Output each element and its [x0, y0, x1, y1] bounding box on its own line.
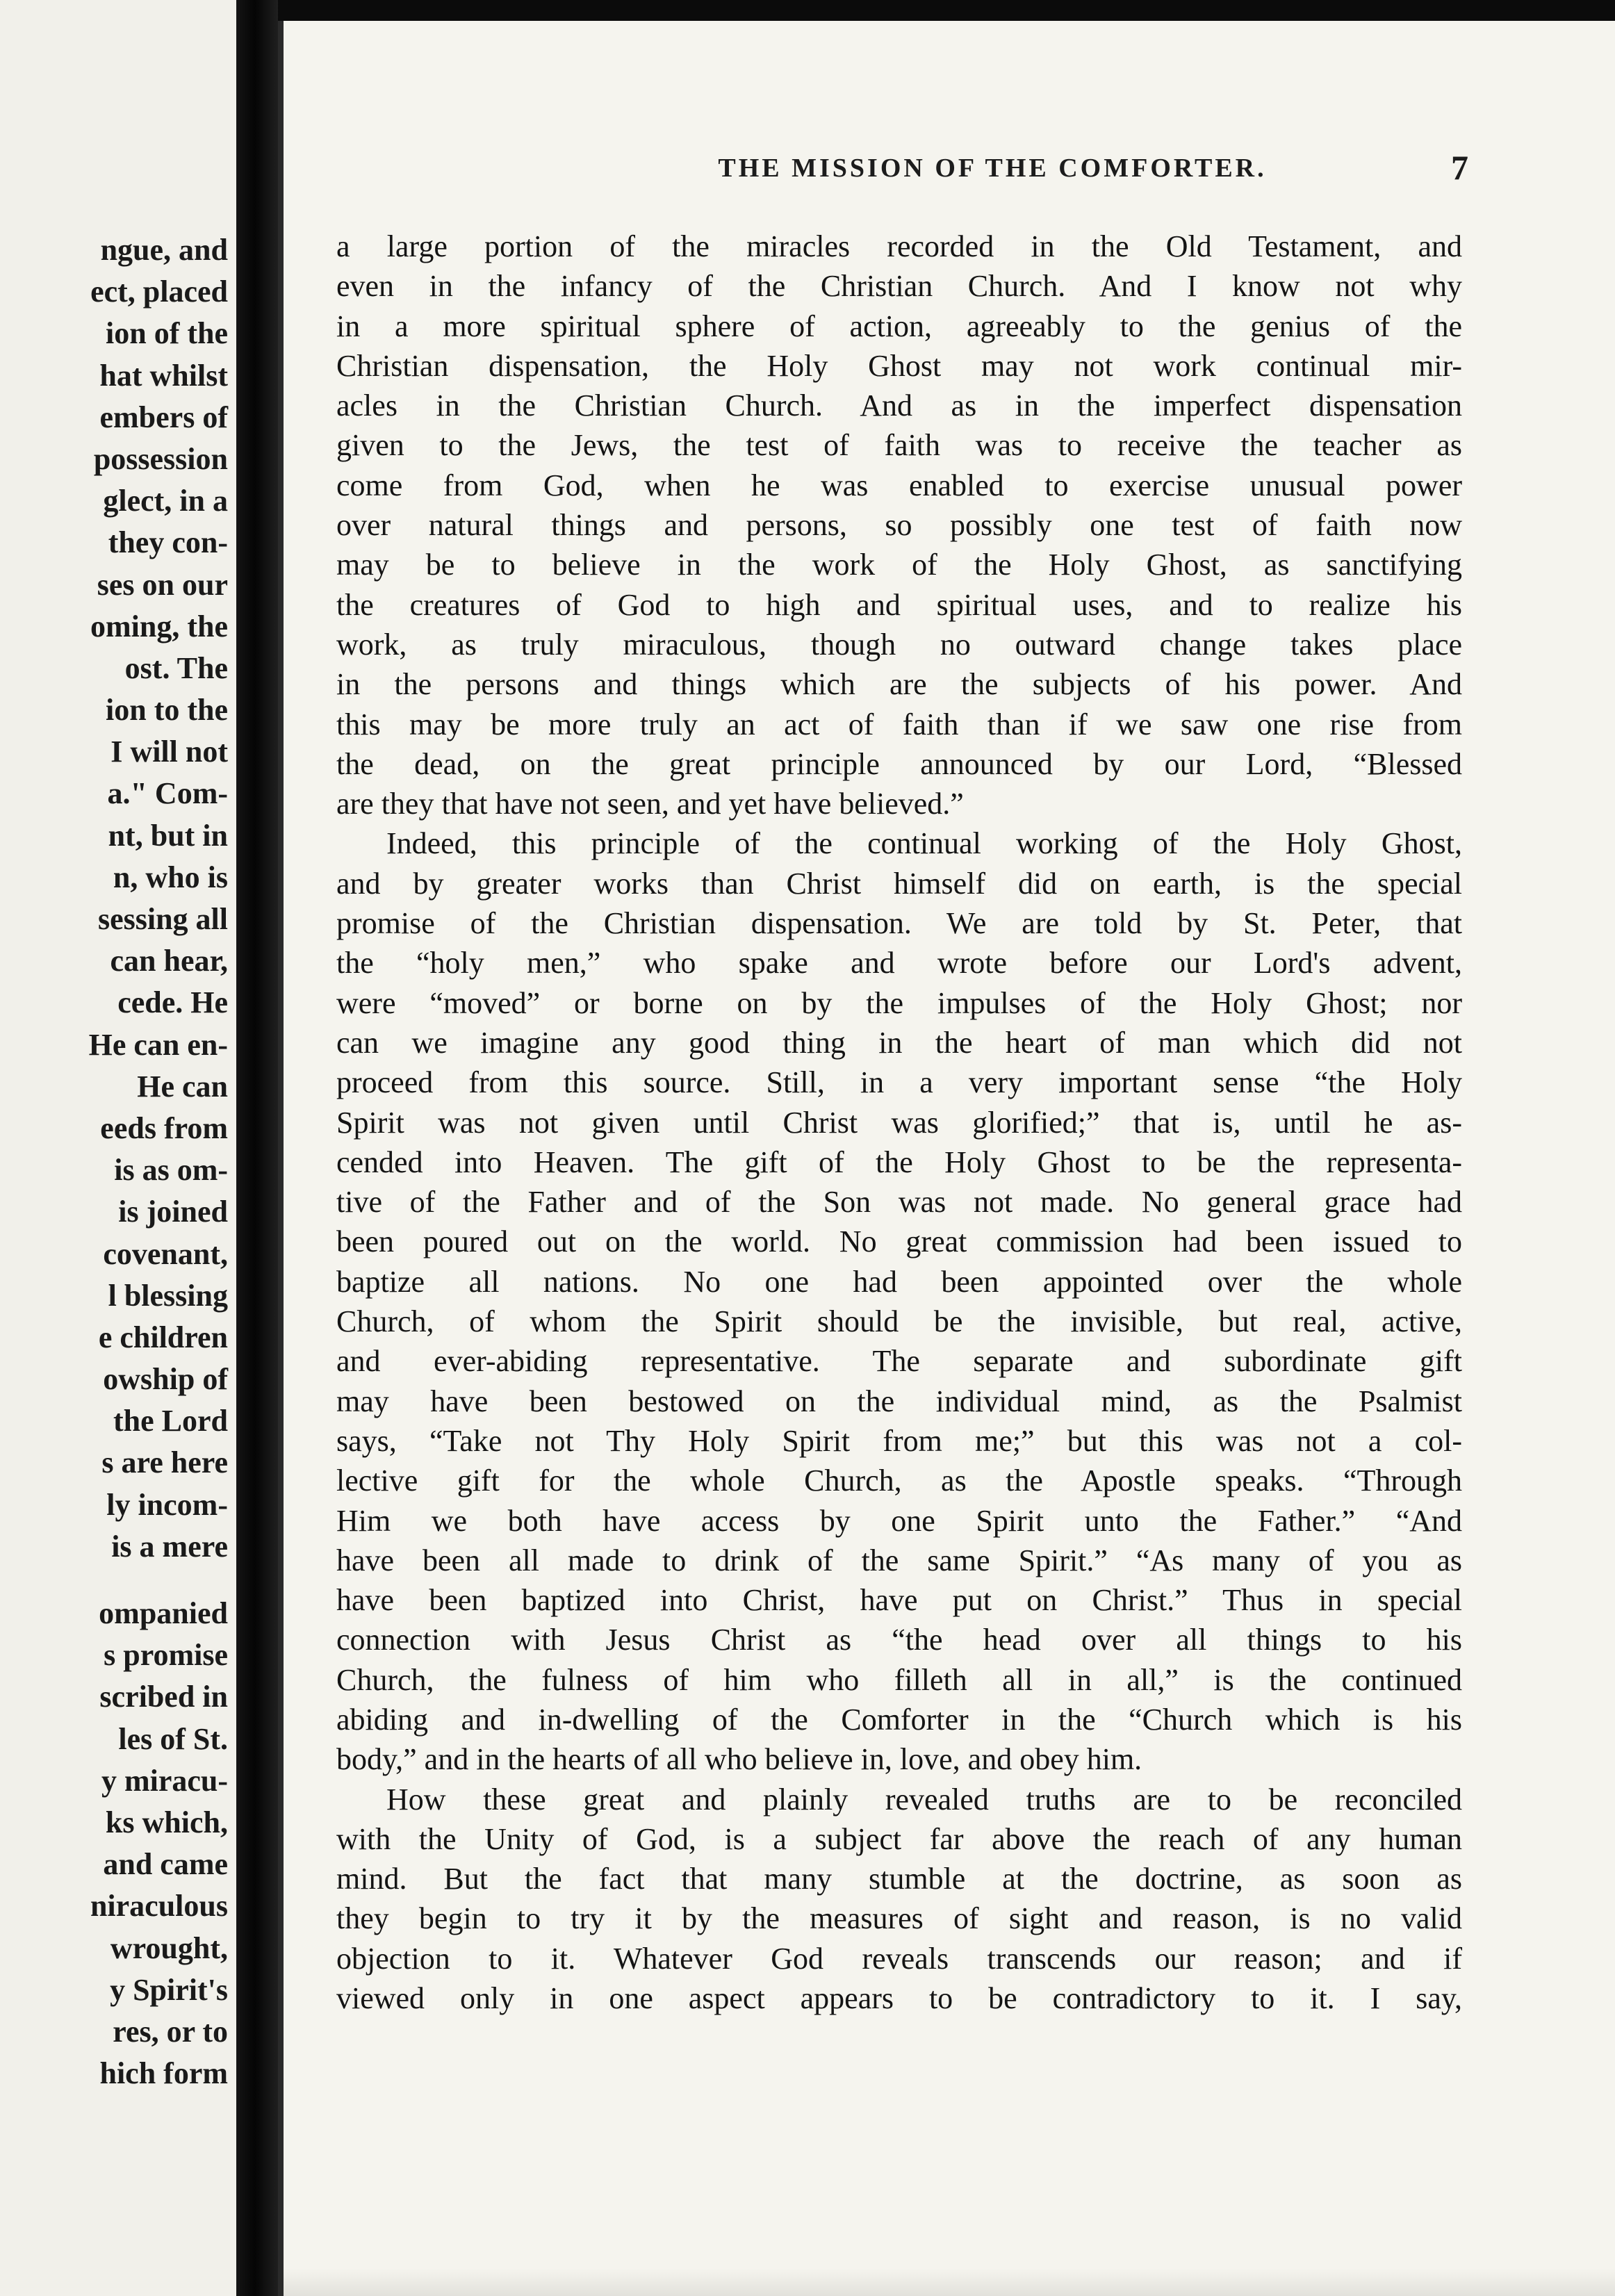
text-line: acles in the Christian Church. And as in the imperfect dispensation: [336, 388, 1462, 423]
text-line: can we imagine any good thing in the heart of man which did not: [336, 1025, 1462, 1060]
left-page-line: scribed in: [99, 1680, 228, 1714]
text-line: in a more spiritual sphere of action, agreeably to the genius of the: [336, 309, 1462, 343]
text-line: a large portion of the miracles recorded in the Old Testament, and: [336, 229, 1462, 263]
text-line: the creatures of God to high and spiritual uses, and to realize his: [336, 587, 1462, 622]
text-line: Church, of whom the Spirit should be the invisible, but real, active,: [336, 1304, 1462, 1339]
left-page-line: [0, 1568, 228, 1593]
text-line: given to the Jews, the test of faith was to receive the teacher as: [336, 428, 1462, 463]
left-page-line: a." Com-: [107, 776, 228, 811]
page-shadow: [284, 2268, 1615, 2296]
left-page-line: is a mere: [111, 1529, 228, 1564]
text-line: have been baptized into Christ, have put on Christ.” Thus in special: [336, 1583, 1462, 1618]
left-facing-page: [0, 0, 236, 2296]
left-page-line: s are here: [101, 1445, 228, 1480]
text-line: may be to believe in the work of the Holy Ghost, as sanctifying: [336, 548, 1462, 582]
text-line: tive of the Father and of the Son was not made. No general grace had: [336, 1185, 1462, 1220]
text-line: mind. But the fact that many stumble at the doctrine, as soon as: [336, 1862, 1462, 1896]
left-page-line: l blessing: [108, 1278, 228, 1313]
text-line: in the persons and things which are the subjects of his power. And: [336, 667, 1462, 702]
left-page-line: ngue, and: [100, 233, 228, 267]
left-page-line: eeds from: [100, 1110, 228, 1145]
text-line: may have been bestowed on the individual mind, as the Psalmist: [336, 1384, 1462, 1418]
left-page-line: embers of: [99, 400, 228, 434]
left-page-line: He can en-: [88, 1027, 228, 1062]
left-page-line: ompanied: [99, 1596, 228, 1630]
left-page-line: owship of: [103, 1362, 228, 1397]
left-page-line: ks which,: [105, 1805, 228, 1839]
left-page-line: n, who is: [113, 860, 228, 894]
text-line: abiding and in-dwelling of the Comforter in the “Church which is his: [336, 1702, 1462, 1737]
text-line: and by greater works than Christ himself did on earth, is the special: [336, 866, 1462, 901]
left-page-line: they con-: [108, 525, 228, 560]
text-line: are they that have not seen, and yet have believed.”: [336, 787, 964, 821]
left-page-line: sessing all: [97, 902, 228, 936]
left-page-line: ion to the: [106, 693, 228, 728]
text-line: How these great and plainly revealed truths are to be reconciled: [386, 1782, 1462, 1817]
page-number: 7: [1451, 148, 1468, 187]
text-line: Church, the fulness of him who filleth all in all,” is the continued: [336, 1662, 1462, 1697]
text-line: even in the infancy of the Christian Church. And I know not why: [336, 269, 1462, 304]
text-line: lective gift for the whole Church, as the Apostle speaks. “Through: [336, 1463, 1462, 1498]
text-line: the dead, on the great principle announced by our Lord, “Blessed: [336, 746, 1462, 781]
text-line: promise of the Christian dispensation. We are told by St. Peter, that: [336, 906, 1462, 941]
left-page-line: the Lord: [113, 1404, 228, 1438]
left-page-line: y Spirit's: [110, 1972, 228, 2007]
text-line: Indeed, this principle of the continual working of the Holy Ghost,: [386, 826, 1462, 861]
left-page-line: oming, the: [90, 609, 228, 643]
left-page-line: les of St.: [118, 1721, 228, 1756]
left-page-line: He can: [137, 1069, 228, 1104]
text-line: Him we both have access by one Spirit unto the Father.” “And: [336, 1503, 1462, 1538]
left-page-line: ly incom-: [106, 1487, 228, 1522]
text-line: Christian dispensation, the Holy Ghost may not work continual mir-: [336, 348, 1462, 383]
left-page-line: is joined: [118, 1195, 228, 1229]
left-page-line: can hear,: [110, 944, 228, 978]
main-page: [278, 21, 1615, 2296]
text-line: and ever-abiding representative. The separate and subordinate gift: [336, 1344, 1462, 1379]
text-line: the “holy men,” who spake and wrote before our Lord's advent,: [336, 946, 1462, 981]
left-page-line: ion of the: [106, 316, 228, 351]
text-line: work, as truly miraculous, though no outward change takes place: [336, 627, 1462, 662]
left-page-line: cede. He: [117, 985, 228, 1020]
left-page-line: is as om-: [114, 1153, 228, 1188]
text-line: says, “Take not Thy Holy Spirit from me;” but this was not a col-: [336, 1423, 1462, 1458]
left-page-line: covenant,: [103, 1236, 228, 1271]
left-page-line: ost. The: [124, 650, 228, 685]
running-head: THE MISSION OF THE COMFORTER.: [718, 154, 1267, 183]
left-page-text: [0, 229, 228, 2094]
text-line: body,” and in the hearts of all who believe in, love, and obey him.: [336, 1742, 1142, 1777]
left-page-line: res, or to: [113, 2014, 228, 2049]
text-line: viewed only in one aspect appears to be contradictory to it. I say,: [336, 1981, 1462, 2016]
text-line: they begin to try it by the measures of sight and reason, is no valid: [336, 1901, 1462, 1936]
text-line: proceed from this source. Still, in a very important sense “the Holy: [336, 1065, 1462, 1100]
left-page-line: s promise: [104, 1638, 228, 1673]
text-line: come from God, when he was enabled to exercise unusual power: [336, 468, 1462, 502]
text-line: baptize all nations. No one had been appointed over the whole: [336, 1264, 1462, 1299]
left-page-line: hat whilst: [99, 358, 228, 393]
left-page-line: nt, but in: [108, 818, 228, 853]
text-line: with the Unity of God, is a subject far above the reach of any human: [336, 1821, 1462, 1856]
left-page-line: possession: [93, 441, 228, 476]
left-page-line: hich form: [99, 2056, 228, 2091]
left-page-line: ses on our: [97, 567, 228, 602]
left-page-line: ect, placed: [90, 274, 228, 309]
left-page-line: niraculous: [90, 1889, 228, 1924]
body-text: [336, 227, 1462, 2018]
book-gutter: [236, 0, 278, 2296]
text-line: were “moved” or borne on by the impulses of the Holy Ghost; nor: [336, 985, 1462, 1020]
text-line: this may be more truly an act of faith than if we saw one rise from: [336, 707, 1462, 741]
left-page-line: and came: [103, 1847, 228, 1882]
text-line: cended into Heaven. The gift of the Holy Ghost to be the representa-: [336, 1145, 1462, 1179]
left-page-line: y miracu-: [101, 1763, 228, 1798]
text-line: connection with Jesus Christ as “the head over all things to his: [336, 1623, 1462, 1657]
text-line: have been all made to drink of the same Spirit.” “As many of you as: [336, 1543, 1462, 1577]
left-page-line: e children: [98, 1320, 228, 1354]
text-line: Spirit was not given until Christ was glorified;” that is, until he as-: [336, 1105, 1462, 1140]
left-page-line: I will not: [110, 735, 228, 769]
left-page-line: glect, in a: [103, 484, 228, 518]
text-line: objection to it. Whatever God reveals transcends our reason; and if: [336, 1941, 1462, 1976]
text-line: been poured out on the world. No great commission had been issued to: [336, 1224, 1462, 1259]
left-page-line: wrought,: [110, 1930, 228, 1965]
text-line: over natural things and persons, so possibly one test of faith now: [336, 508, 1462, 543]
